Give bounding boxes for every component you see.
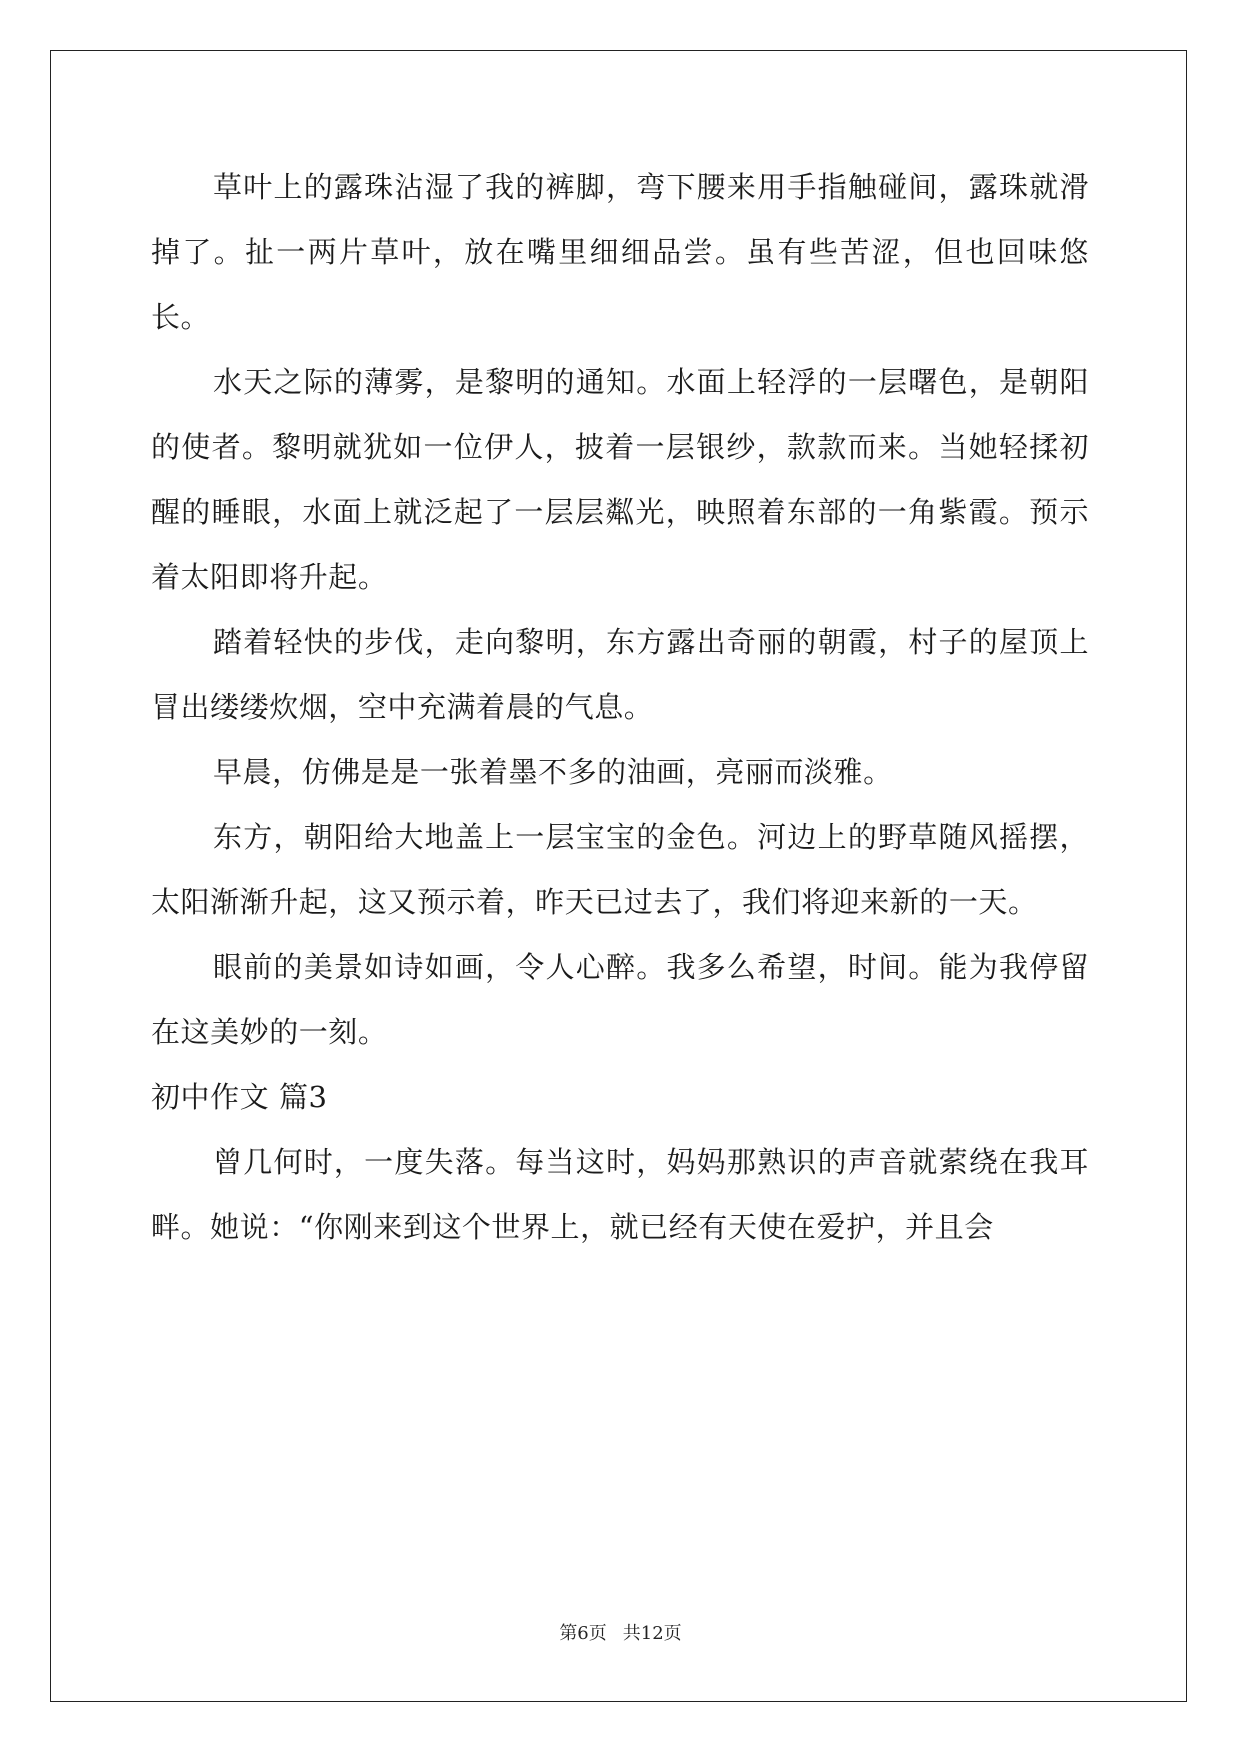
paragraph-scenery: 眼前的美景如诗如画，令人心醉。我多么希望，时间。能为我停留在这美妙的一刻。 [151,950,1089,1049]
section-heading: 初中作文 篇3 [151,1080,328,1114]
page-footer [0,1619,1241,1645]
paragraph-mother: 曾几何时，一度失落。每当这时，妈妈那熟识的声音就萦绕在我耳畔。她说：“你刚来到这个世界上，就已经有天使在爱护，并且会 [151,1145,1089,1244]
page-number: 第6页 [559,1623,607,1644]
paragraph-sunrise: 东方，朝阳给大地盖上一层宝宝的金色。河边上的野草随风摇摆，太阳渐渐升起，这又预示着，昨天已过去了，我们将迎来新的一天。 [151,820,1089,919]
page-total: 共12页 [622,1623,682,1644]
paragraph-walking: 踏着轻快的步伐，走向黎明，东方露出奇丽的朝霞，村子的屋顶上冒出缕缕炊烟，空中充满着晨的气息。 [151,625,1089,724]
document-body [151,155,1089,1260]
paragraph-dew: 草叶上的露珠沾湿了我的裤脚，弯下腰来用手指触碰间，露珠就滑掉了。扯一两片草叶，放在嘴里细细品尝。虽有些苦涩，但也回味悠长。 [151,170,1089,334]
paragraph-dawn-mist: 水天之际的薄雾，是黎明的通知。水面上轻浮的一层曙色，是朝阳的使者。黎明就犹如一位伊人，披着一层银纱，款款而来。当她轻揉初醒的睡眼，水面上就泛起了一层层粼光，映照着东部的一角紫霞。预示着太阳即将升起。 [151,365,1089,594]
paragraph-morning: 早晨，仿佛是是一张着墨不多的油画，亮丽而淡雅。 [213,755,893,789]
